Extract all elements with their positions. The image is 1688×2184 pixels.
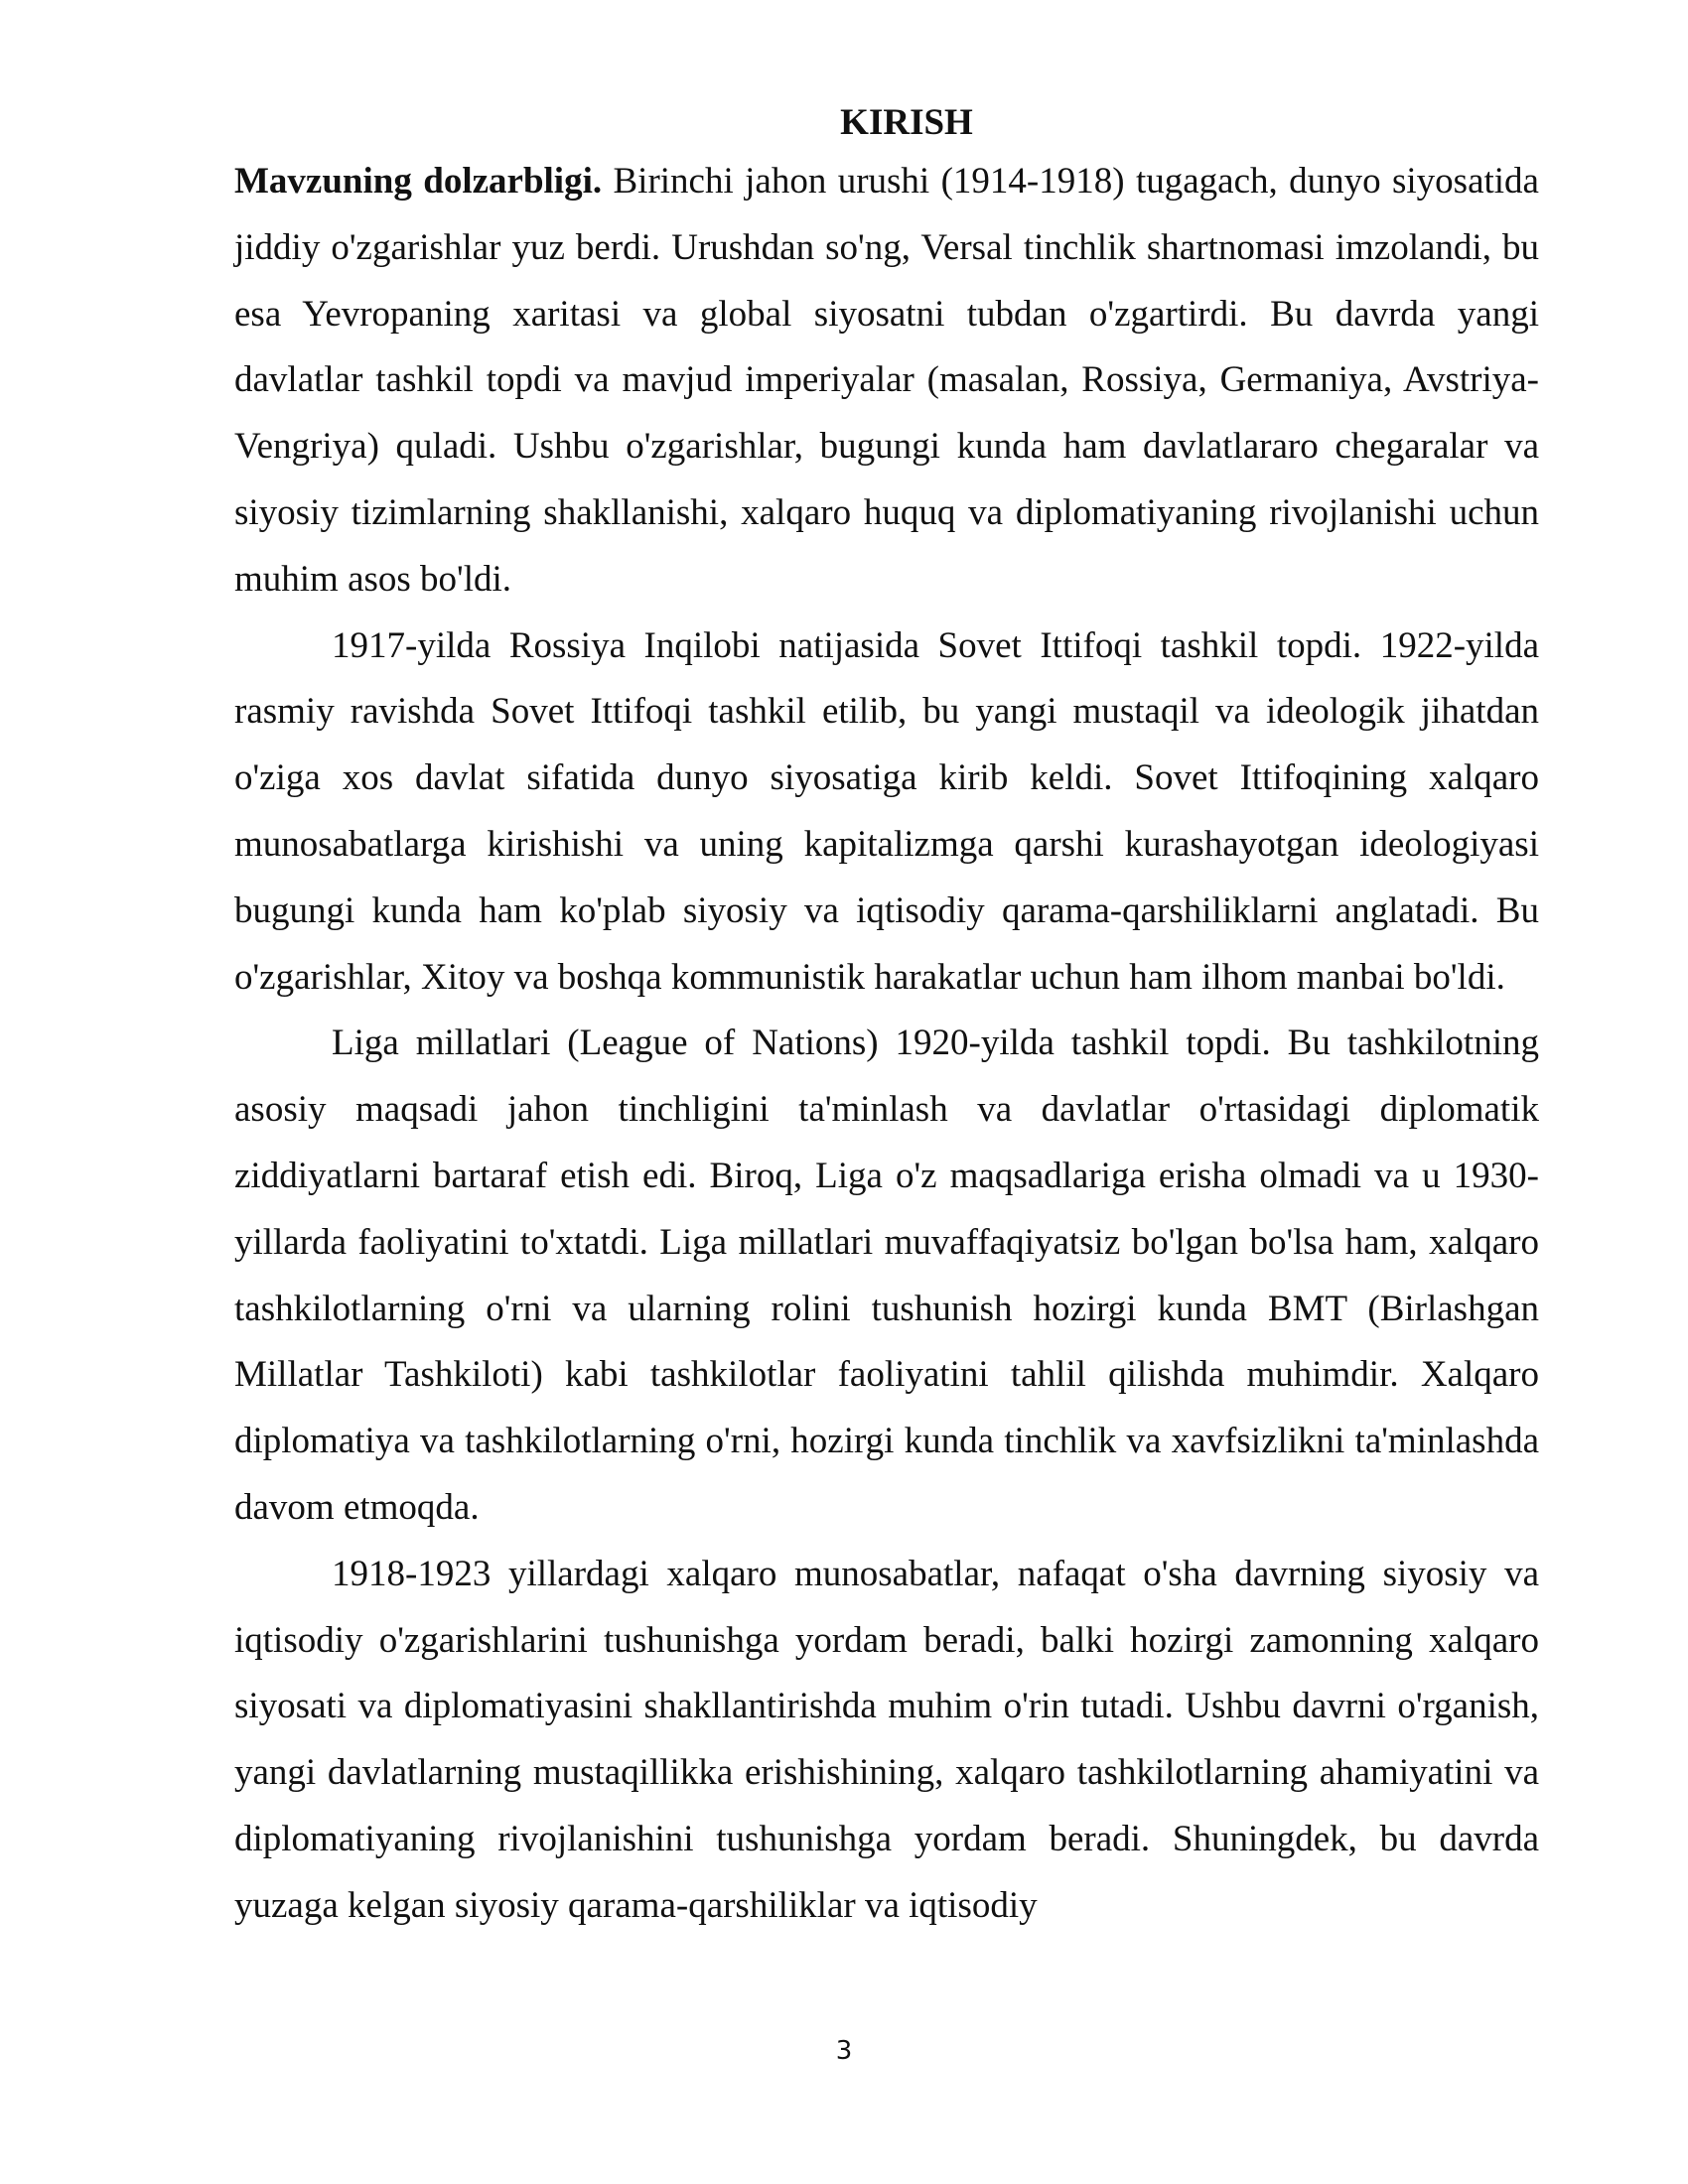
- paragraph-lead: Mavzuning dolzarbligi.: [234, 161, 603, 202]
- paragraph-text: Birinchi jahon urushi (1914-1918) tugagach, dunyo siyosatida jiddiy o'zgarishlar yuz berdi. Urushdan so'ng, Versal tinchlik shartnomasi imzolandi, bu esa Yevropaning xaritasi va global siyosatni tubdan o'zgartirdi. Bu davrda yangi davlatlar tashkil topdi va mavjud imperiyalar (masalan, Rossiya, Germaniya, Avstriya-Vengriya) quladi. Ushbu o'zgarishlar, bugungi kunda ham davlatlararo chegaralar va siyosiy tizimlarning shakllanishi, xalqaro huquq va diplomatiyaning rivojlanishi uchun muhim asos bo'ldi.: [234, 161, 1539, 600]
- page-number: 3: [835, 2036, 853, 2066]
- paragraph-international-relations: 1918-1923 yillardagi xalqaro munosabatlar, nafaqat o'sha davrning siyosiy va iqtisodiy o'zgarishlarini tushunishga yordam beradi, balki hozirgi zamonning xalqaro siyosati va diplomatiyasini shakllantirishda muhim o'rin tutadi. Ushbu davrni o'rganish, yangi davlatlarning mustaqillikka erishishining, xalqaro tashkilotlarning ahamiyatini va diplomatiyaning rivojlanishini tushunishga yordam beradi. Shuningdek, bu davrda yuzaga kelgan siyosiy qarama-qarshiliklar va iqtisodiy: [234, 1553, 1539, 1926]
- paragraph-soviet-union: 1917-yilda Rossiya Inqilobi natijasida Sovet Ittifoqi tashkil topdi. 1922-yilda rasmiy ravishda Sovet Ittifoqi tashkil etilib, bu yangi mustaqil va ideologik jihatdan o'ziga xos davlat sifatida dunyo siyosatiga kirib keldi. Sovet Ittifoqining xalqaro munosabatlarga kirishishi va uning kapitalizmga qarshi kurashayotgan ideologiyasi bugungi kunda ham ko'plab siyosiy va iqtisodiy qarama-qarshiliklarni anglatadi. Bu o'zgarishlar, Xitoy va boshqa kommunistik harakatlar uchun ham ilhom manbai bo'ldi.: [234, 624, 1539, 998]
- paragraph-league-of-nations: Liga millatlari (League of Nations) 1920-yilda tashkil topdi. Bu tashkilotning asosiy maqsadi jahon tinchligini ta'minlash va davlatlar o'rtasidagi diplomatik ziddiyatlarni bartaraf etish edi. Biroq, Liga o'z maqsadlariga erisha olmadi va u 1930-yillarda faoliyatini to'xtatdi. Liga millatlari muvaffaqiyatsiz bo'lgan bo'lsa ham, xalqaro tashkilotlarning o'rni va ularning rolini tushunish hozirgi kunda BMT (Birlashgan Millatlar Tashkiloti) kabi tashkilotlar faoliyatini tahlil qilishda muhimdir. Xalqaro diplomatiya va tashkilotlarning o'rni, hozirgi kunda tinchlik va xavfsizlikni ta'minlashda davom etmoqda.: [234, 1023, 1539, 1528]
- page-body: [234, 97, 1539, 1940]
- paragraph-relevance: [234, 149, 1539, 614]
- page-title: KIRISH: [840, 102, 973, 143]
